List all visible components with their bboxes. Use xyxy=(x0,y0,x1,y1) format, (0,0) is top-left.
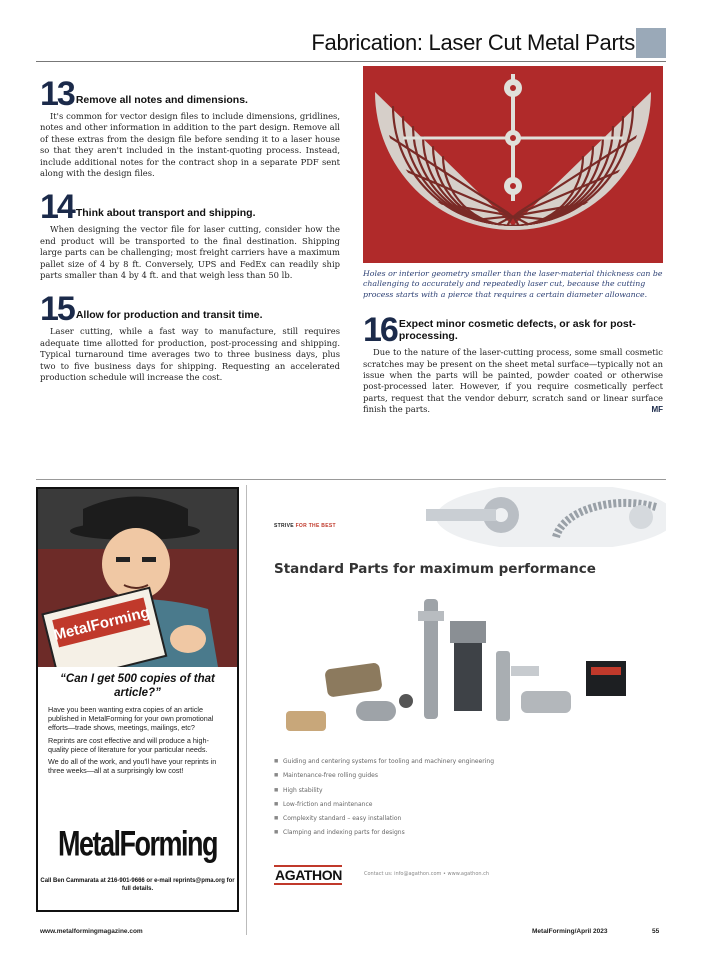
section-number: 15 xyxy=(40,290,74,329)
laser-cut-grid-illustration xyxy=(363,66,663,263)
tagline-prefix: STRIVE xyxy=(274,523,294,529)
section-number: 16 xyxy=(363,311,397,350)
section-body-text: Due to the nature of the laser-cutting process, some small cosmetic scratches may be present on the sheet metal surface—typically not an issue when the parts will be painted, powder coated or otherwise post-processed later. However, if you require cosmetically perfect parts, request that the vendor deburr, scratch sand or linear surface finish the parts. xyxy=(363,347,663,415)
feature-item: ■ Complexity standard – easy installation xyxy=(274,812,604,826)
article-bottom-divider xyxy=(36,479,666,480)
agathon-advertisement[interactable] xyxy=(256,487,666,917)
metalforming-logo: MetalForming xyxy=(57,824,217,864)
reprints-paragraph: We do all of the work, and you'll have your reprints in three weeks—all at a surprisingly low cost! xyxy=(48,757,217,776)
footer-page-number: 55 xyxy=(652,928,660,935)
agathon-contact[interactable]: Contact us: info@agathon.com • www.agathon.ch xyxy=(364,871,490,877)
section-heading xyxy=(40,75,340,113)
section-title: Expect minor cosmetic defects, or ask for post-processing. xyxy=(398,318,636,343)
reprints-headline: “Can I get 500 copies of that article?” xyxy=(60,673,215,699)
tagline-highlight: FOR THE BEST xyxy=(295,523,336,529)
section-title: Allow for production and transit time. xyxy=(75,309,263,322)
reprints-body xyxy=(48,705,228,778)
gear-banner-image xyxy=(256,487,666,547)
footer-issue: MetalForming/April 2023 xyxy=(532,928,608,935)
reprints-contact[interactable]: Call Ben Cammarata at 216-901-9666 or e-mail reprints@pma.org for full details. xyxy=(40,878,235,892)
page-header-title: Fabrication: Laser Cut Metal Parts xyxy=(311,30,635,55)
comic-reader-illustration xyxy=(38,489,237,667)
agathon-feature-list xyxy=(274,755,604,841)
section-14 xyxy=(40,188,340,281)
section-body: When designing the vector file for laser cutting, consider how the end product will be transported to the final destination. Shipping large parts can be challenging; most freight carriers have a maximum pallet size of 4 by 8 ft. Conversely, UPS and FedEx can readily ship parts smaller than 4 by 4 ft. and that weigh less than 50 lb. xyxy=(40,224,340,281)
reprints-paragraph: Have you been wanting extra copies of an article published in MetalForming for your own promotional efforts—trade shows, meetings, mailings, etc? xyxy=(48,705,214,733)
section-heading xyxy=(40,290,340,329)
section-number: 13 xyxy=(40,75,74,113)
reprints-advertisement[interactable] xyxy=(36,487,239,912)
section-body: Laser cutting, while a fast way to manufacture, still requires adequate time allotted for production, post-processing and shipping. Typical turnaround time averages two to three business days, plus two to five business days for shipping. Requesting an accelerated production schedule will increase the cost. xyxy=(40,326,340,383)
article-column-right xyxy=(363,66,663,430)
standard-parts-image xyxy=(266,591,661,741)
section-heading xyxy=(363,311,663,350)
header-divider xyxy=(36,61,666,62)
feature-item: ■ High stability xyxy=(274,784,604,798)
agathon-logo xyxy=(274,865,342,887)
photo-caption: Holes or interior geometry smaller than the laser-material thickness can be challenging to accurately and repeatedly laser cut, because the cutting process starts with a pierce that requires a certain diameter allowance. xyxy=(363,269,663,299)
header-accent-box xyxy=(636,28,666,58)
footer-website[interactable]: www.metalformingmagazine.com xyxy=(40,928,143,935)
feature-item: ■ Maintenance-free rolling guides xyxy=(274,769,604,783)
agathon-headline: Standard Parts for maximum performance xyxy=(274,561,596,577)
agathon-logo-text: AGATHON xyxy=(275,867,342,883)
feature-item: ■ Low-friction and maintenance xyxy=(274,798,604,812)
magazine-cover-title: MetalForming xyxy=(51,603,152,645)
feature-item: ■ Clamping and indexing parts for designs xyxy=(274,826,604,840)
agathon-tagline xyxy=(274,523,336,529)
section-number: 14 xyxy=(40,188,74,227)
laser-cut-part-photo xyxy=(363,66,663,263)
section-body xyxy=(363,347,663,415)
section-heading xyxy=(40,188,340,227)
ad-column-separator xyxy=(246,485,247,935)
article-column-left xyxy=(40,75,340,398)
section-13 xyxy=(40,75,340,179)
section-title: Think about transport and shipping. xyxy=(75,207,256,220)
section-title: Remove all notes and dimensions. xyxy=(75,94,248,106)
section-16 xyxy=(363,311,663,415)
section-15 xyxy=(40,290,340,383)
end-mark: MF xyxy=(651,405,663,415)
section-body: It's common for vector design files to include dimensions, gridlines, notes and other information in addition to the part design. Remove all of these extras from the design file before sending it to a laser house so that they aren't included in the instant-quoting process. Instead, include additional notes for the contract shop in a separate PDF sent along with the design files. xyxy=(40,111,340,179)
reprints-paragraph: Reprints are cost effective and will produce a high-quality piece of literature for your particular needs. xyxy=(48,735,209,754)
feature-item: ■ Guiding and centering systems for tooling and machinery engineering xyxy=(274,755,604,769)
